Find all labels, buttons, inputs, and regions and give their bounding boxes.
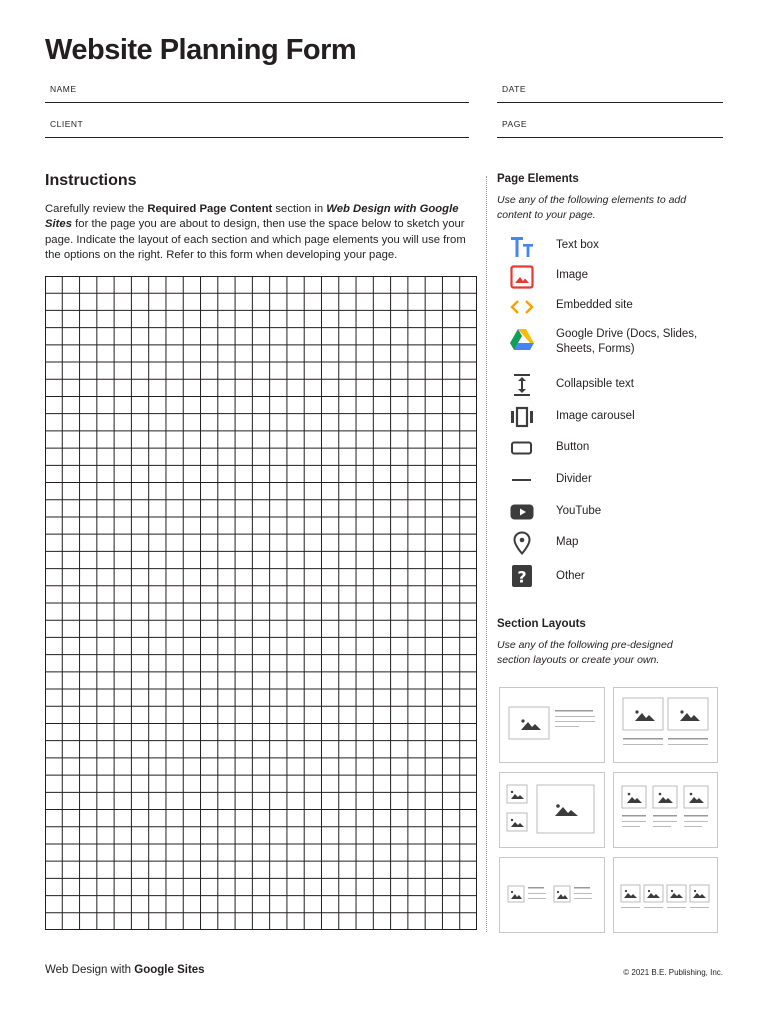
question-mark-icon — [509, 563, 535, 589]
section-layouts-heading: Section Layouts — [497, 618, 586, 630]
element-label-embedded-site: Embedded site — [556, 299, 633, 311]
footer-book-title-bold: Google Sites — [134, 964, 205, 976]
element-label-image: Image — [556, 269, 588, 281]
page-elements-subtitle: Use any of the following elements to add content to your page. — [497, 194, 687, 221]
instructions-heading: Instructions — [45, 172, 137, 189]
layout-two-image-text-pairs — [499, 857, 605, 933]
column-divider — [486, 176, 487, 932]
layout-image-text — [499, 687, 605, 763]
svg-text:?: ? — [517, 567, 527, 587]
name-field[interactable] — [45, 82, 469, 103]
name-field-label: NAME — [50, 84, 77, 94]
date-field-label: DATE — [502, 84, 527, 94]
client-field[interactable] — [45, 117, 469, 138]
sketch-grid[interactable] — [45, 276, 477, 930]
element-label-other: Other — [556, 570, 585, 582]
layout-four-images-captions — [613, 857, 718, 933]
element-label-youtube: YouTube — [556, 505, 602, 517]
page-elements-heading: Page Elements — [497, 173, 579, 185]
instructions-text-part: Carefully review the — [45, 203, 148, 215]
page-title: Website Planning Form — [45, 34, 357, 66]
instructions-text — [45, 202, 477, 263]
embed-code-icon — [509, 294, 535, 320]
date-field[interactable] — [497, 82, 723, 103]
required-page-content-emphasis: Required Page Content — [147, 203, 273, 215]
footer-book-title — [45, 964, 205, 976]
image-carousel-icon — [509, 404, 535, 430]
image-icon — [509, 264, 535, 290]
element-label-map: Map — [556, 536, 579, 548]
instructions-text-part: for the page you are about to design, then use the space below to sketch your page. Indicate the layout of each section and which page elements you will use from the options on the right. Refer to this form when developing your page. — [45, 218, 466, 261]
text-box-icon — [509, 234, 535, 260]
element-label-text-box: Text box — [556, 239, 599, 251]
youtube-icon — [509, 499, 535, 525]
layout-three-images-captions — [613, 772, 718, 848]
page-field[interactable] — [497, 117, 723, 138]
section-layouts-subtitle: Use any of the following pre-designed section layouts or create your own. — [497, 639, 673, 666]
element-label-button: Button — [556, 441, 590, 453]
book-title-emphasis: Web Design with Google Sites — [45, 203, 459, 231]
button-icon — [509, 435, 535, 461]
element-label-image-carousel: Image carousel — [556, 410, 635, 422]
map-pin-icon — [509, 530, 535, 556]
collapsible-text-icon — [509, 372, 535, 398]
element-label-divider: Divider — [556, 473, 592, 485]
footer-book-title-regular: Web Design with — [45, 964, 135, 976]
client-field-label: CLIENT — [50, 119, 84, 129]
divider-icon — [509, 467, 535, 493]
layout-two-images-captions — [613, 687, 718, 763]
instructions-text-part: section in — [272, 203, 327, 215]
element-label-google-drive: Google Drive (Docs, Slides, Sheets, Forms) — [556, 328, 698, 355]
google-drive-icon — [509, 326, 535, 352]
element-label-collapsible-text: Collapsible text — [556, 378, 634, 390]
layout-small-images-large-image — [499, 772, 605, 848]
footer-copyright: © 2021 B.E. Publishing, Inc. — [623, 968, 723, 977]
page-field-label: PAGE — [502, 119, 527, 129]
